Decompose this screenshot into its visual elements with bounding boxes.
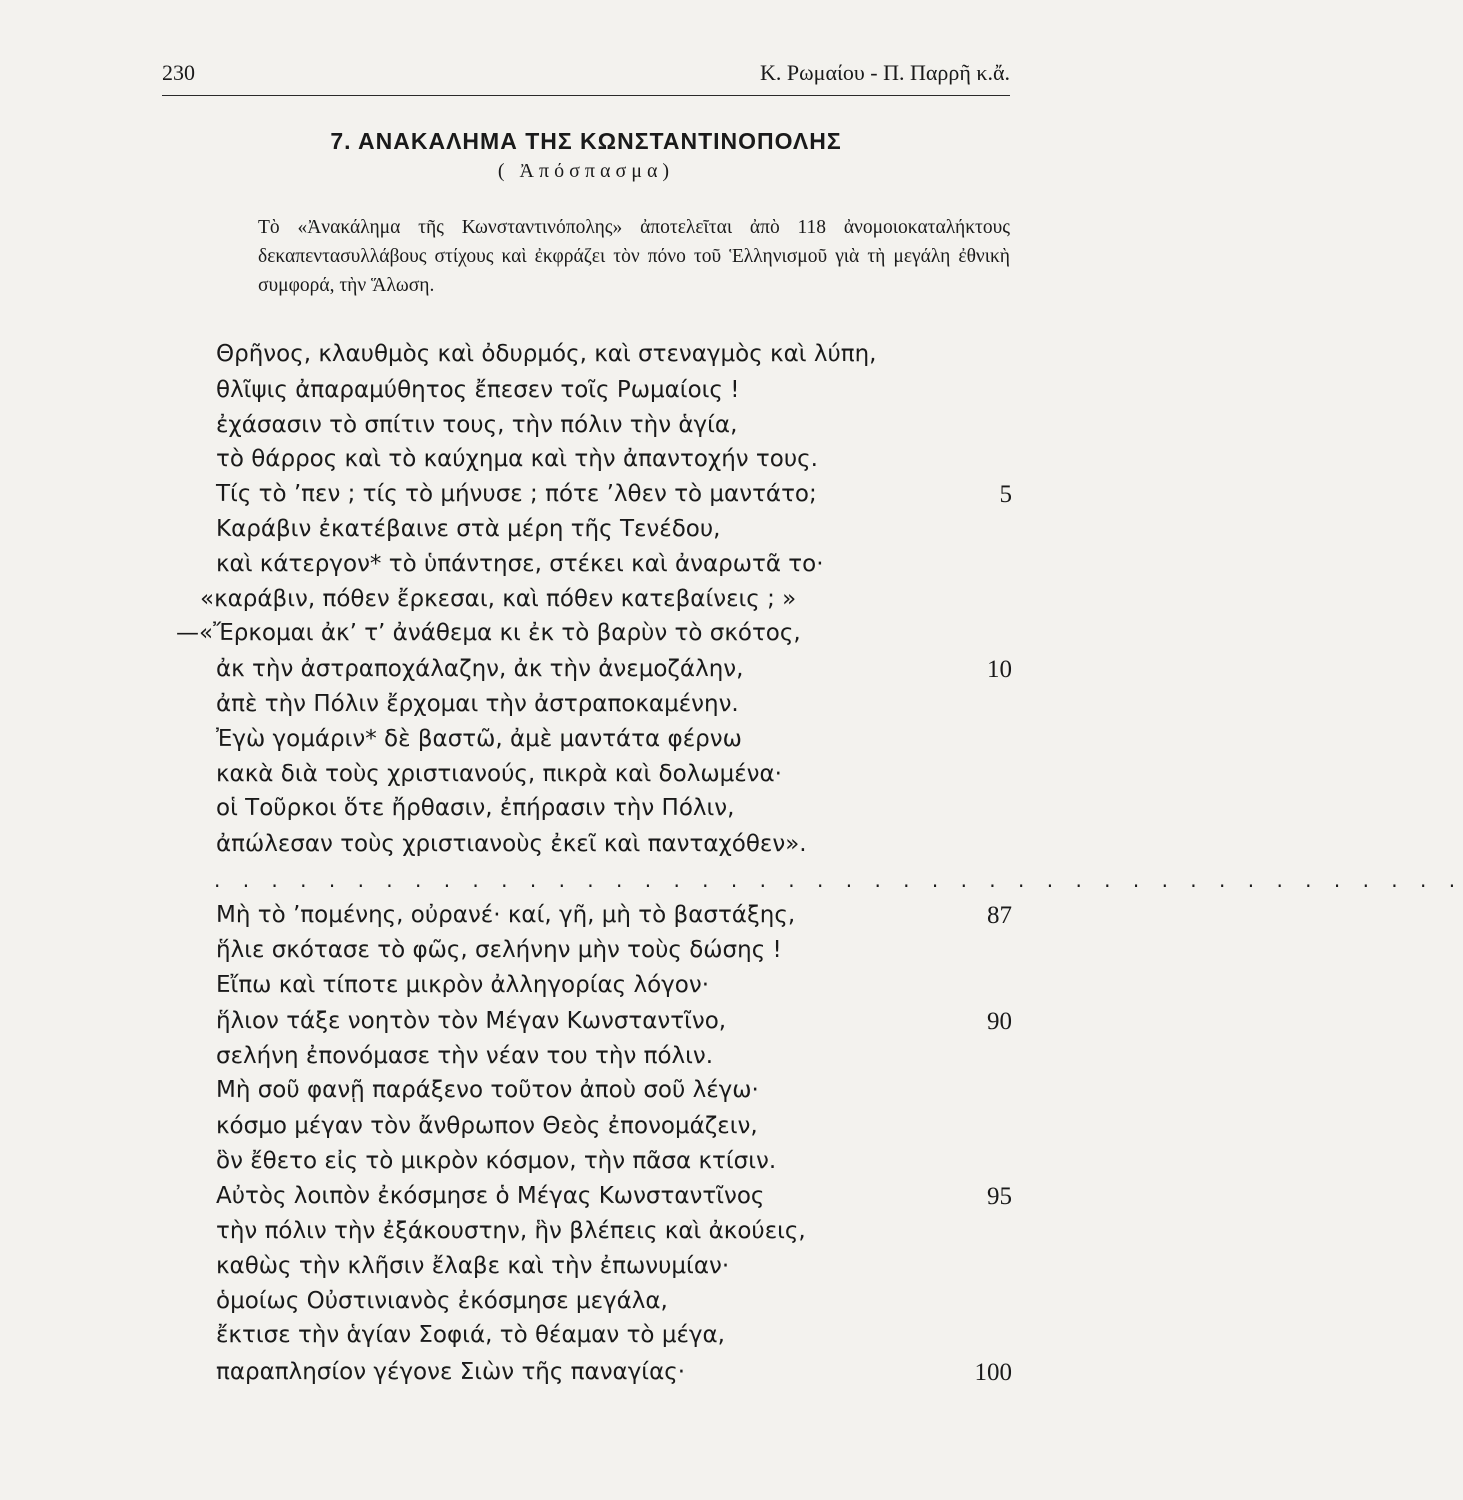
verse-text: κόσμο μέγαν τὸν ἄνθρωπον Θεὸς ἐπονομάζειν, bbox=[216, 1113, 758, 1139]
verse-text: ἀπώλεσαν τοὺς χριστιανοὺς ἐκεῖ καὶ πανταχόθεν». bbox=[216, 831, 807, 857]
verse-text: ὁμοίως Οὐστινιανὸς ἐκόσμησε μεγάλα, bbox=[216, 1288, 668, 1314]
verse-line bbox=[0, 761, 1145, 793]
line-number: 5 bbox=[999, 481, 1012, 508]
verse-text: θλῖψις ἀπαραμύθητος ἔπεσεν τοῖς Ρωμαίοις ! bbox=[216, 377, 740, 403]
verse-line bbox=[0, 726, 1145, 758]
intro-text: Τὸ «Ἀνακάλημα τῆς Κωνσταντινόπολης» ἀποτελεῖται ἀπὸ 118 ἀνομοιοκαταλήκτους δεκαπεντασυλλάβους στίχους καὶ ἐκφράζει τὸν πόνο τοῦ Ἑλληνισμοῦ γιὰ τὴ μεγάλη ἐθνικὴ συμφορά, τὴν Ἅλωση. bbox=[258, 217, 1010, 296]
verse-line bbox=[0, 1288, 1145, 1320]
verse-line bbox=[0, 1043, 1145, 1075]
verse-text: Αὐτὸς λοιπὸν ἐκόσμησε ὁ Μέγας Κωνσταντῖνος bbox=[216, 1183, 765, 1209]
verse-text: ἔκτισε τὴν ἁγίαν Σοφιά, τὸ θέαμαν τὸ μέγα, bbox=[216, 1322, 725, 1348]
verse-text: κακὰ διὰ τοὺς χριστιανούς, πικρὰ καὶ δολωμένα· bbox=[216, 761, 782, 787]
verse-text: καθὼς τὴν κλῆσιν ἔλαβε καὶ τὴν ἐπωνυμίαν· bbox=[216, 1253, 730, 1279]
verse-line bbox=[0, 1253, 1145, 1285]
verse-text: «καράβιν, πόθεν ἔρκεσαι, καὶ πόθεν κατεβαίνεις ; » bbox=[200, 586, 797, 612]
verse-text: οἱ Τοῦρκοι ὅτε ἤρθασιν, ἐπήρασιν τὴν Πόλιν, bbox=[216, 795, 735, 821]
line-number: 95 bbox=[987, 1183, 1012, 1210]
verse-text: ὃν ἔθετο εἰς τὸ μικρὸν κόσμον, τὴν πᾶσα κτίσιν. bbox=[216, 1148, 777, 1174]
verse-line bbox=[0, 481, 1145, 513]
verse-line bbox=[0, 902, 1145, 934]
page-number: 230 bbox=[162, 60, 195, 85]
verse-text: ἀκ τὴν ἀστραποχάλαζην, ἀκ τὴν ἀνεμοζάλην, bbox=[216, 656, 744, 682]
verse-line bbox=[0, 1218, 1145, 1250]
verse-text: Καράβιν ἐκατέβαινε στὰ μέρη τῆς Τενέδου, bbox=[216, 516, 721, 542]
verse-line bbox=[0, 1183, 1145, 1215]
verse-line bbox=[0, 586, 1145, 618]
verse-line bbox=[0, 1359, 1145, 1391]
verse-text: ἥλιε σκότασε τὸ φῶς, σελήνην μὴν τοὺς δώσης ! bbox=[216, 937, 782, 963]
intro-paragraph bbox=[258, 213, 1010, 300]
line-number: 10 bbox=[987, 656, 1012, 683]
verse-text: τὴν πόλιν τὴν ἐξάκουστην, ἣν βλέπεις καὶ ἀκούεις, bbox=[216, 1218, 806, 1244]
verse-text: παραπλησίον γέγονε Σιὼν τῆς παναγίας· bbox=[216, 1359, 686, 1385]
verse-line bbox=[0, 341, 1145, 373]
verse-line bbox=[0, 620, 1145, 652]
verse-line bbox=[0, 551, 1145, 583]
verse-text: Τίς τὸ ’πεν ; τίς τὸ μήνυσε ; πότε ’λθεν τὸ μαντάτο; bbox=[216, 481, 817, 507]
verse-text: Μὴ τὸ ’πομένης, οὐρανέ· καί, γῆ, μὴ τὸ βαστάξης, bbox=[216, 902, 796, 928]
verse-line bbox=[0, 795, 1145, 827]
line-number: 90 bbox=[987, 1008, 1012, 1035]
verse-text: Εἴπω καὶ τίποτε μικρὸν ἀλληγορίας λόγον· bbox=[216, 972, 710, 998]
header-rule bbox=[162, 95, 1010, 96]
verse-text: Θρῆνος, κλαυθμὸς καὶ ὀδυρμός, καὶ στεναγμὸς καὶ λύπη, bbox=[216, 341, 877, 367]
page-header bbox=[162, 60, 1010, 96]
verse-line bbox=[0, 377, 1145, 409]
verse-text: σελήνη ἐπονόμασε τὴν νέαν του τὴν πόλιν. bbox=[216, 1043, 714, 1069]
verse-text: Μὴ σοῦ φανῇ παράξενο τοῦτον ἀποὺ σοῦ λέγω· bbox=[216, 1077, 759, 1103]
verse-line bbox=[0, 1008, 1145, 1040]
verse-text: Ἐγὼ γομάριν* δὲ βαστῶ, ἀμὲ μαντάτα φέρνω bbox=[216, 726, 742, 752]
section-title: 7. ΑΝΑΚΑΛΗΜΑ ΤΗΣ ΚΩΝΣΤΑΝΤΙΝΟΠΟΛΗΣ bbox=[330, 128, 842, 154]
verse-text: ἐχάσασιν τὸ σπίτιν τους, τὴν πόλιν τὴν ἁγία, bbox=[216, 412, 738, 438]
verse-line bbox=[0, 1148, 1145, 1180]
verse-text: καὶ κάτεργον* τὸ ὑπάντησε, στέκει καὶ ἀναρωτᾶ το· bbox=[216, 551, 824, 577]
verse-line bbox=[0, 937, 1145, 969]
verse-line bbox=[0, 656, 1145, 688]
verse-line bbox=[0, 1077, 1145, 1109]
verse-line bbox=[0, 831, 1145, 863]
running-head: Κ. Ρωμαίου - Π. Παρρῆ κ.ἄ. bbox=[760, 60, 1010, 85]
verse-line bbox=[0, 516, 1145, 548]
line-number: 100 bbox=[974, 1359, 1012, 1386]
verse-line bbox=[0, 1322, 1145, 1354]
verse-line bbox=[0, 412, 1145, 444]
verse-text: ἀπὲ τὴν Πόλιν ἔρχομαι τὴν ἀστραποκαμένην. bbox=[216, 691, 739, 717]
line-number: 87 bbox=[987, 902, 1012, 929]
verse-line bbox=[0, 691, 1145, 723]
verse-text: τὸ θάρρος καὶ τὸ καύχημα καὶ τὴν ἀπαντοχήν τους. bbox=[216, 446, 818, 472]
section-subtitle: ( Ἀπόσπασμα) bbox=[497, 160, 675, 182]
verse-line bbox=[0, 446, 1145, 478]
verse-text: —«Ἔρκομαι ἀκ’ τ’ ἀνάθεμα κι ἐκ τὸ βαρὺν τὸ σκότος, bbox=[176, 620, 801, 646]
verse-line bbox=[0, 1113, 1145, 1145]
verse-text: ἥλιον τάξε νοητὸν τὸν Μέγαν Κωνσταντῖνο, bbox=[216, 1008, 727, 1034]
verse-line bbox=[0, 972, 1145, 1004]
omission-dots: . . . . . . . . . . . . . . . . . . . . . . . . . . . . . . . . . . . . . . . . . . . . bbox=[214, 868, 1463, 892]
